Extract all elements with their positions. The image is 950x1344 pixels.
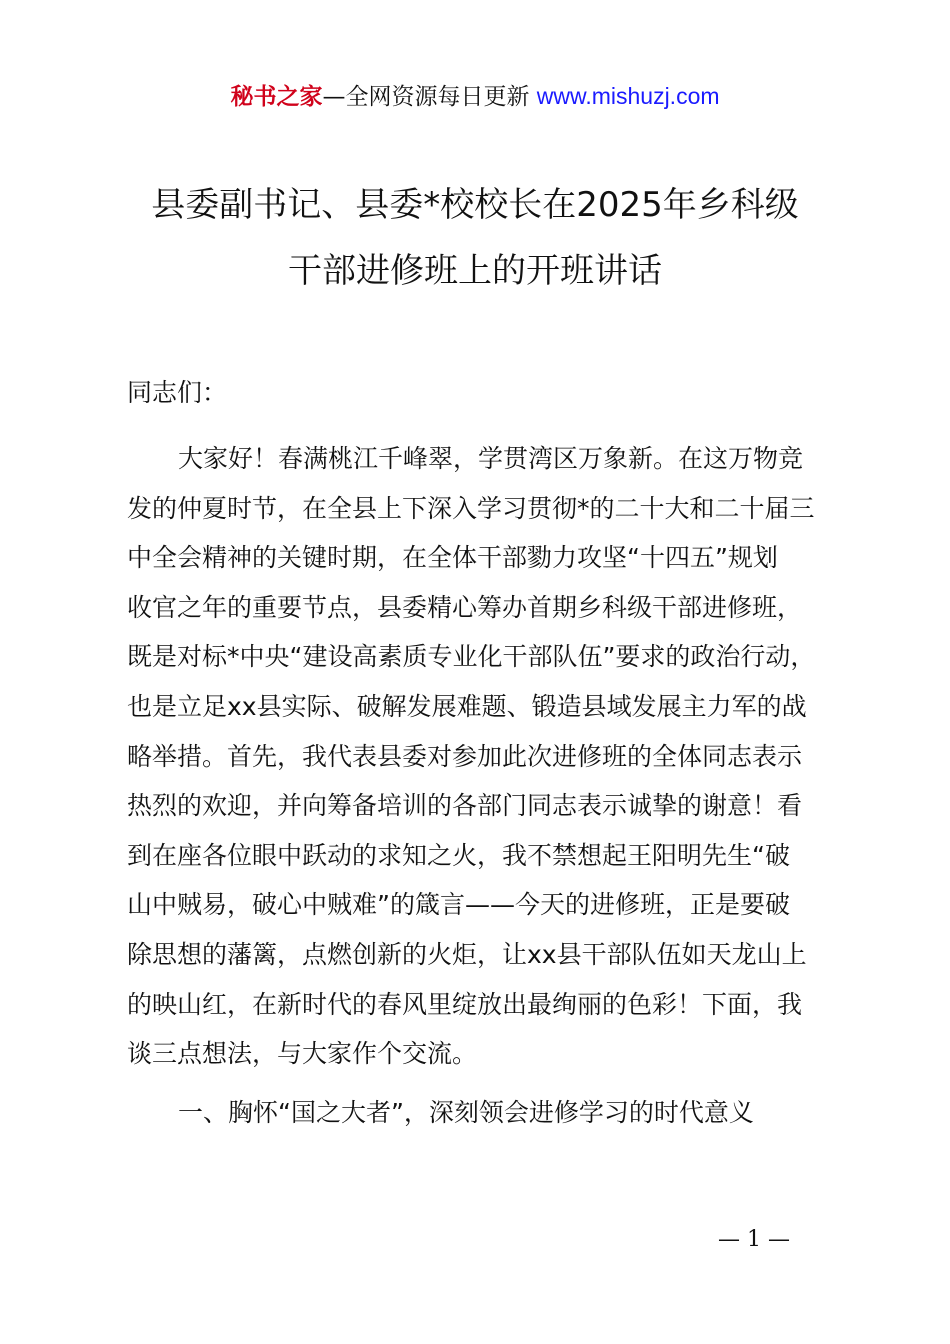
paragraph-line: 谈三点想法，与大家作个交流。 (127, 1039, 478, 1069)
section-heading-1: 一、胸怀“国之大者”，深刻领会进修学习的时代意义 (178, 1098, 754, 1127)
paragraph-line: 既是对标*中央“建设高素质专业化干部队伍”要求的政治行动， (127, 642, 816, 672)
paragraph-line: 也是立足xx县实际、破解发展难题、锻造县域发展主力军的战 (127, 691, 807, 721)
site-url-link[interactable]: www.mishuzj.com (536, 83, 720, 109)
paragraph-line: 大家好！春满桃江千峰翠，学贯湾区万象新。在这万物竞 (178, 444, 804, 473)
paragraph-line: 热烈的欢迎，并向筹备培训的各部门同志表示诚挚的谢意！看 (127, 791, 803, 821)
paragraph-line: 除思想的藩篱，点燃创新的火炬，让xx县干部队伍如天龙山上 (127, 939, 807, 969)
paragraph-line: 的映山红，在新时代的春风里绽放出最绚丽的色彩！下面，我 (127, 989, 803, 1019)
paragraph-line: 到在座各位眼中跃动的求知之火，我不禁想起王阳明先生“破 (127, 840, 790, 870)
paragraph-line: 山中贼易，破心中贼难”的箴言——今天的进修班，正是要破 (127, 890, 790, 920)
paragraph-line: 中全会精神的关键时期，在全体干部勠力攻坚“十四五”规划 (127, 543, 778, 573)
document-title-line-2: 干部进修班上的开班讲话 (288, 251, 662, 291)
salutation: 同志们： (127, 378, 228, 407)
page-number: — 1 — (718, 1227, 790, 1252)
paragraph-line: 发的仲夏时节，在全县上下深入学习贯彻*的二十大和二十届三 (127, 493, 815, 523)
document-title-line-1: 县委副书记、县委*校校长在2025年乡科级 (151, 185, 799, 225)
site-header (0, 80, 950, 113)
paragraph-line: 略举措。首先，我代表县委对参加此次进修班的全体同志表示 (127, 741, 803, 771)
site-brand: 秘书之家 (230, 84, 323, 110)
opening-paragraph (127, 434, 835, 1079)
site-tagline: —全网资源每日更新 (322, 84, 537, 110)
paragraph-line: 收官之年的重要节点，县委精心筹办首期乡科级干部进修班， (127, 592, 803, 622)
